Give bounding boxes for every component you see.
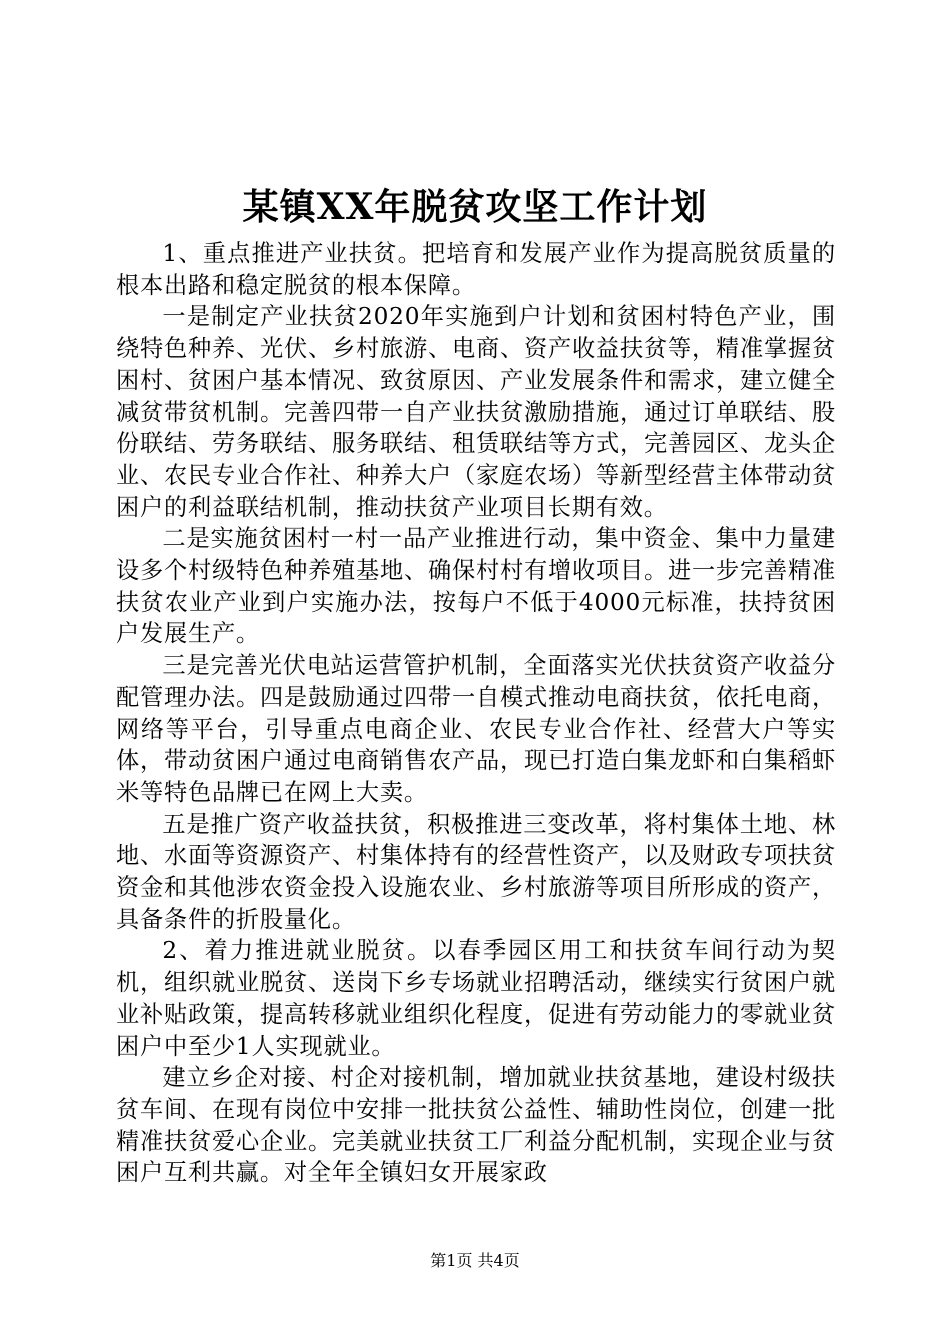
paragraph-employment-poverty-alleviation: 2、着力推进就业脱贫。以春季园区用工和扶贫车间行动为契机，组织就业脱贫、送岗下乡专场就业招聘活动，继续实行贫困户就业补贴政策，提高转移就业组织化程度，促进有劳动能力的零就业贫困户中至少1人实现就业。 [116, 937, 836, 1060]
paragraph-fifth-measure: 五是推广资产收益扶贫，积极推进三变改革，将村集体土地、林地、水面等资源资产、村集体持有的经营性资产，以及财政专项扶贫资金和其他涉农资金投入设施农业、乡村旅游等项目所形成的资产，具备条件的折股量化。 [116, 810, 836, 933]
paragraph-third-fourth-measure: 三是完善光伏电站运营管护机制，全面落实光伏扶贫资产收益分配管理办法。四是鼓励通过四带一自模式推动电商扶贫，依托电商，网络等平台，引导重点电商企业、农民专业合作社、经营大户等实体，带动贫困户通过电商销售农产品，现已打造白集龙虾和白集稻虾米等特色品牌已在网上大卖。 [116, 652, 836, 806]
document-title: 某镇XX年脱贫攻坚工作计划 [242, 186, 708, 228]
paragraph-second-measure: 二是实施贫困村一村一品产业推进行动，集中资金、集中力量建设多个村级特色种养殖基地、确保村村有增收项目。进一步完善精准扶贫农业产业到户实施办法，按每户不低于4000元标准，扶持贫困户发展生产。 [116, 525, 836, 648]
paragraph-enterprise-docking: 建立乡企对接、村企对接机制，增加就业扶贫基地，建设村级扶贫车间、在现有岗位中安排一批扶贫公益性、辅助性岗位，创建一批精准扶贫爱心企业。完美就业扶贫工厂利益分配机制，实现企业与贫困户互利共赢。对全年全镇妇女开展家政 [116, 1064, 836, 1187]
document-body [116, 238, 836, 1189]
page-number: 第1页 共4页 [430, 1251, 520, 1270]
paragraph-first-measure: 一是制定产业扶贫2020年实施到户计划和贫困村特色产业，围绕特色种养、光伏、乡村旅游、电商、资产收益扶贫等，精准掌握贫困村、贫困户基本情况、致贫原因、产业发展条件和需求，建立健全减贫带贫机制。完善四带一自产业扶贫激励措施，通过订单联结、股份联结、劳务联结、服务联结、租赁联结等方式，完善园区、龙头企业、农民专业合作社、种养大户（家庭农场）等新型经营主体带动贫困户的利益联结机制，推动扶贫产业项目长期有效。 [116, 303, 836, 521]
paragraph-industry-poverty-alleviation: 1、重点推进产业扶贫。把培育和发展产业作为提高脱贫质量的根本出路和稳定脱贫的根本保障。 [116, 240, 836, 299]
